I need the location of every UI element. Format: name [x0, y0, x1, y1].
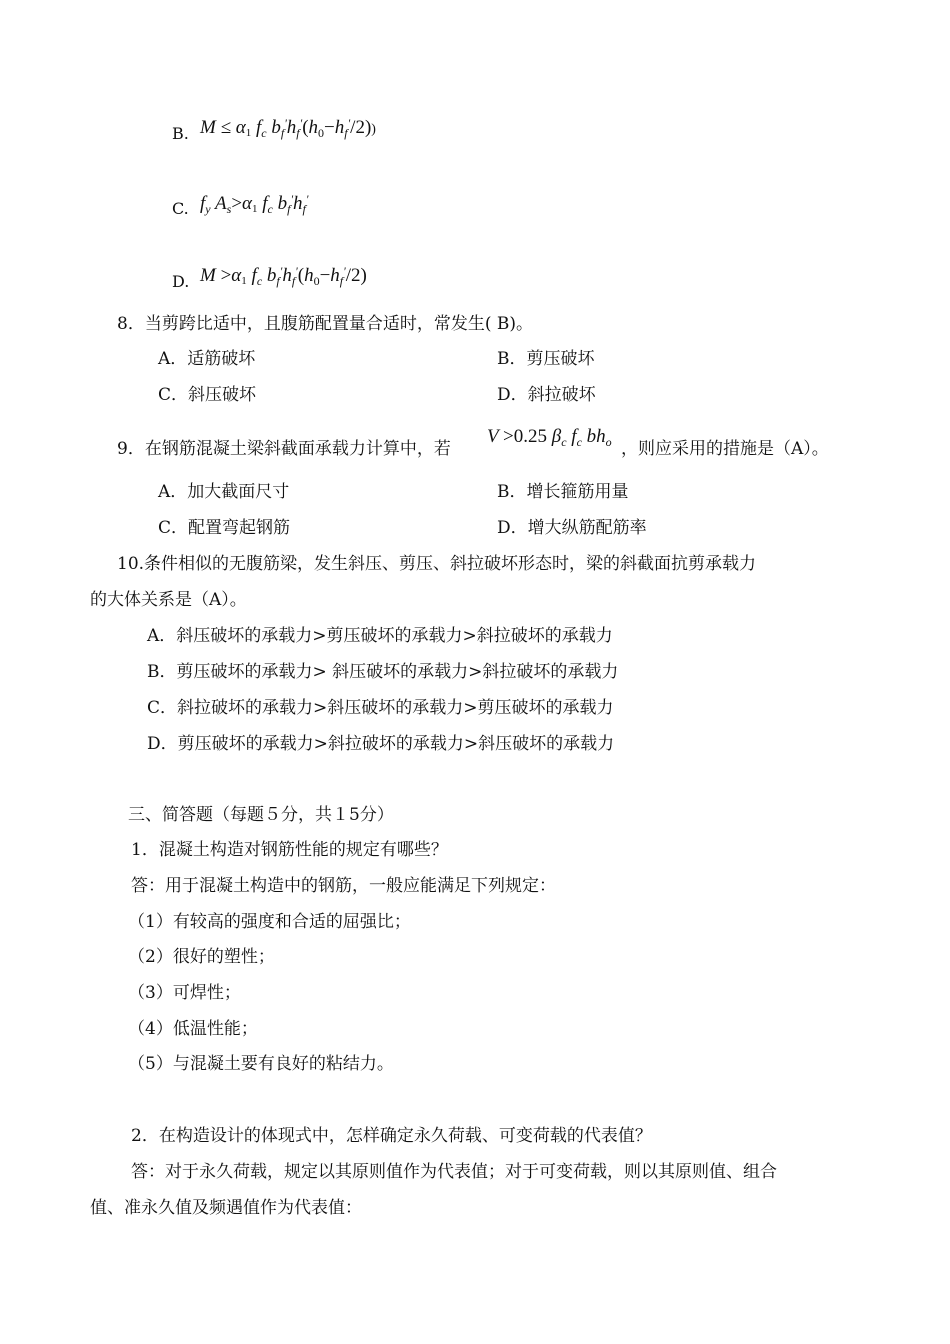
- s3-q1-item-3: （3）可焊性；: [128, 983, 241, 1003]
- q9-formula: V >0.25 $\beta_c$ $f_c$ $bh_o$: [487, 426, 612, 449]
- q10-stem-line2: 的大体关系是（A）。: [90, 590, 247, 610]
- q10-option-a: A．斜压破坏的承载力>剪压破坏的承载力>斜拉破坏的承载力: [147, 626, 613, 646]
- q9-stem-before: 9．在钢筋混凝土梁斜截面承载力计算中，若: [117, 439, 451, 459]
- q9-option-b: B．增长箍筋用量: [497, 482, 629, 502]
- q10-option-b: B．剪压破坏的承载力> 斜压破坏的承载力>斜拉破坏的承载力: [147, 662, 619, 682]
- q9-option-a: A．加大截面尺寸: [158, 482, 290, 502]
- q7-option-d-label: D.: [172, 272, 190, 291]
- s3-q1-item-1: （1）有较高的强度和合适的屈强比；: [128, 912, 411, 932]
- q9-stem-after: ，则应采用的措施是（A）。: [621, 439, 829, 459]
- q7-option-b-label: B.: [172, 124, 189, 143]
- q8-option-a: A．适筋破坏: [158, 349, 256, 369]
- s3-q2-answer-line2: 值、准永久值及频遇值作为代表值：: [90, 1198, 362, 1218]
- section3-heading: 三、简答题（每题５分，共１5分）: [128, 805, 394, 825]
- s3-q2-question: 2．在构造设计的体现式中，怎样确定永久荷载、可变荷载的代表值？: [131, 1126, 652, 1146]
- q10-option-c: C．斜拉破坏的承载力>斜压破坏的承载力>剪压破坏的承载力: [147, 698, 614, 718]
- s3-q1-item-4: （4）低温性能；: [128, 1019, 258, 1039]
- q8-option-d: D．斜拉破坏: [497, 385, 596, 405]
- q8-stem: 8．当剪跨比适中，且腹筋配置量合适时，常发生( B)。: [117, 314, 533, 334]
- q10-option-d: D．剪压破坏的承载力>斜拉破坏的承载力>斜压破坏的承载力: [147, 734, 615, 754]
- q9-option-c: C．配置弯起钢筋: [158, 518, 291, 538]
- q10-stem-line1: 10.条件相似的无腹筋梁，发生斜压、剪压、斜拉破坏形态时，梁的斜截面抗剪承载力: [117, 554, 757, 574]
- s3-q1-item-2: （2）很好的塑性；: [128, 947, 275, 967]
- s3-q2-answer-line1: 答：对于永久荷载，规定以其原则值作为代表值；对于可变荷载，则以其原则值、组合: [131, 1162, 777, 1182]
- q7-option-c-formula: $f_y$ $A_s>\alpha 1$ $f_c$ $b_f'h_f'$: [200, 192, 309, 216]
- q7-option-c-label: C.: [172, 199, 189, 218]
- q7-option-d-formula: M >α1 $f_c$ $b_f'h_f'(h_0-h_f'/2)$: [200, 264, 367, 288]
- q8-option-b: B．剪压破坏: [497, 349, 595, 369]
- s3-q1-question: 1．混凝土构造对钢筋性能的规定有哪些？: [131, 840, 448, 860]
- q8-option-c: C．斜压破坏: [158, 385, 257, 405]
- q9-option-d: D．增大纵筋配筋率: [497, 518, 647, 538]
- s3-q1-item-5: （5）与混凝土要有良好的粘结力。: [128, 1054, 394, 1074]
- s3-q1-answer-intro: 答：用于混凝土构造中的钢筋，一般应能满足下列规定：: [131, 876, 556, 896]
- q7-option-b-formula: M ≤ α1 $f_c$ $b_f'h_f'(h_0-h_f'/2)$): [200, 116, 376, 140]
